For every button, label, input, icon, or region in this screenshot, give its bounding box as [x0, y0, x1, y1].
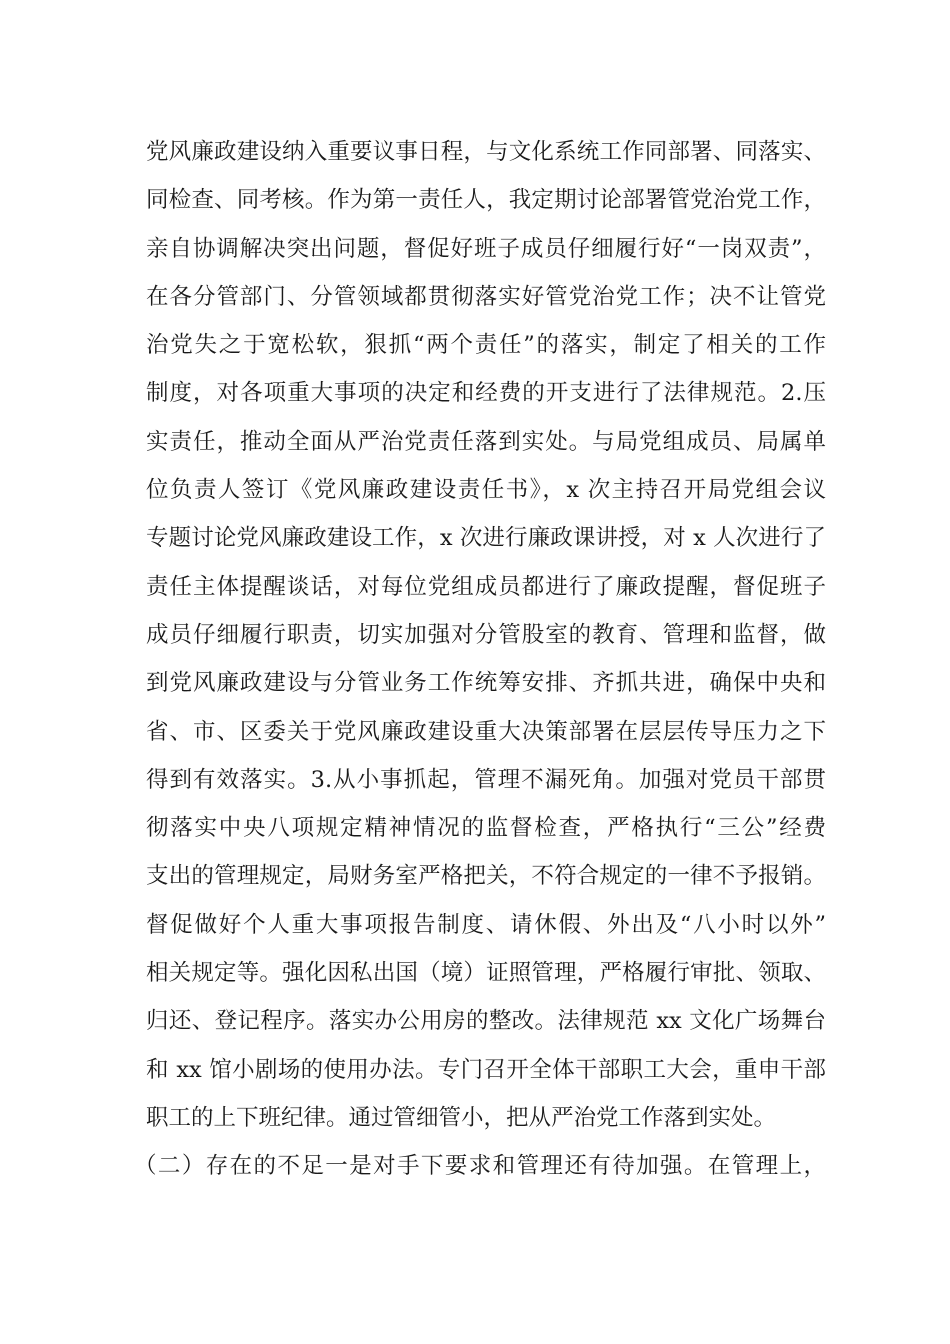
text-line: 治党失之于宽松软，狠抓“两个责任”的落实，制定了相关的工作: [146, 332, 826, 359]
text-line: 彻落实中央八项规定精神情况的监督检查，严格执行“三公”经费: [146, 815, 826, 842]
text-line: 相关规定等。强化因私出国（境）证照管理，严格履行审批、领取、: [146, 960, 826, 987]
body-text: [134, 128, 826, 1191]
text-line: 和 xx 馆小剧场的使用办法。专门召开全体干部职工大会，重申干部: [146, 1056, 826, 1083]
text-line: 归还、登记程序。落实办公用房的整改。法律规范 xx 文化广场舞台: [146, 1008, 826, 1035]
text-line: 制度，对各项重大事项的决定和经费的开支进行了法律规范。2.压: [146, 380, 826, 407]
text-line: 职工的上下班纪律。通过管细管小，把从严治党工作落到实处。: [146, 1104, 777, 1131]
text-line: 同检查、同考核。作为第一责任人，我定期讨论部署管党治党工作，: [146, 187, 826, 214]
text-line: 支出的管理规定，局财务室严格把关，不符合规定的一律不予报销。: [146, 863, 826, 890]
text-line: 得到有效落实。3.从小事抓起，管理不漏死角。加强对党员干部贯: [146, 766, 826, 793]
text-line: 党风廉政建设纳入重要议事日程，与文化系统工作同部署、同落实、: [146, 139, 826, 165]
text-line: 省、市、区委关于党风廉政建设重大决策部署在层层传导压力之下: [146, 718, 826, 745]
text-line: 专题讨论党风廉政建设工作，x 次进行廉政课讲授，对 x 人次进行了: [146, 525, 826, 552]
text-line: 到党风廉政建设与分管业务工作统筹安排、齐抓共进，确保中央和: [146, 670, 826, 697]
text-line: 成员仔细履行职责，切实加强对分管股室的教育、管理和监督，做: [146, 621, 826, 648]
text-line: 实责任，推动全面从严治党责任落到实处。与局党组成员、局属单: [146, 428, 826, 455]
text-line: 督促做好个人重大事项报告制度、请休假、外出及“八小时以外”: [146, 911, 826, 938]
text-line: 亲自协调解决突出问题，督促好班子成员仔细履行好“一岗双责”，: [146, 235, 826, 262]
text-line: 责任主体提醒谈话，对每位党组成员都进行了廉政提醒，督促班子: [146, 573, 826, 600]
text-line: 在各分管部门、分管领域都贯彻落实好管党治党工作；决不让管党: [146, 283, 826, 310]
section-heading-line: （二）存在的不足一是对手下要求和管理还有待加强。在管理上，: [134, 1153, 826, 1180]
text-line: 位负责人签订《党风廉政建设责任书》，x 次主持召开局党组会议: [146, 477, 826, 504]
